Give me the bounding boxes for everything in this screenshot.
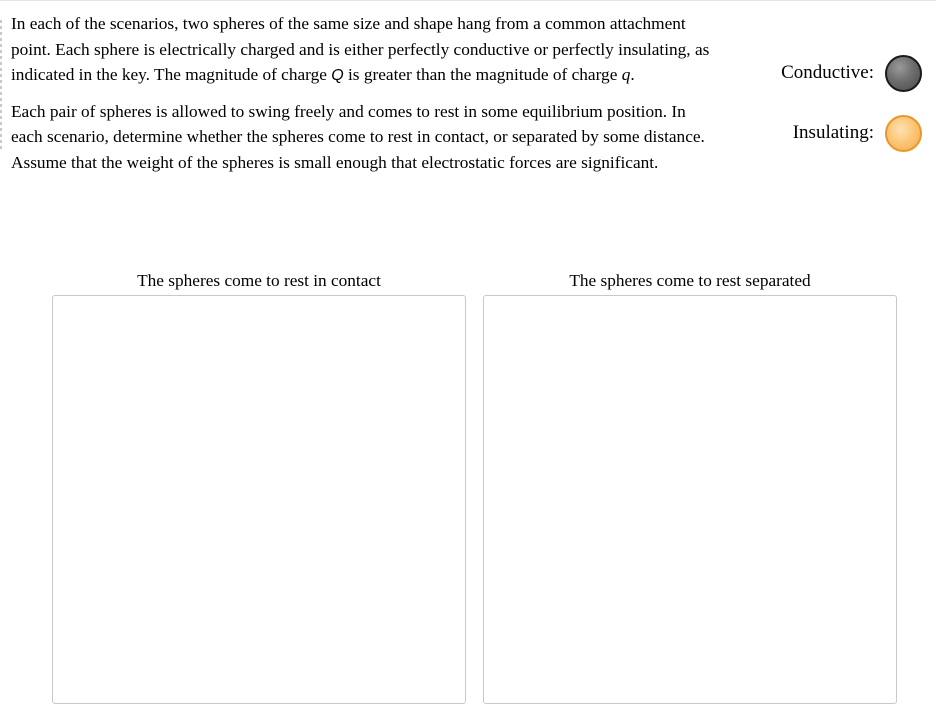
text-segment: is greater than the magnitude of charge (343, 65, 622, 84)
conductive-sphere-icon (885, 55, 922, 92)
separated-bin-title: The spheres come to rest separated (569, 271, 811, 290)
top-divider (0, 0, 936, 1)
conductive-label: Conductive: (781, 62, 874, 83)
separated-bin (483, 270, 897, 704)
instructions-line (11, 62, 751, 89)
contact-bin (52, 270, 466, 704)
contact-bin-title: The spheres come to rest in contact (137, 271, 381, 290)
charge-q-symbol: q (621, 65, 631, 84)
instructions-line: point. Each sphere is electrically charged and is either perfectly conductive or perfectly insulating, as (11, 39, 710, 59)
key-row-insulating (781, 112, 922, 154)
instructions-line: In each of the scenarios, two spheres of the same size and shape hang from a common attachment (11, 14, 686, 33)
key-row-conductive (781, 52, 922, 94)
sphere-key (781, 52, 922, 172)
instructions-line: Each pair of spheres is allowed to swing freely and comes to rest in some equilibrium position. In (11, 101, 686, 121)
instructions-paragraph-2 (11, 99, 751, 176)
contact-drop-zone[interactable] (52, 295, 466, 704)
left-edge-marker (0, 20, 2, 150)
insulating-label: Insulating: (792, 122, 874, 143)
text-segment: . (630, 65, 635, 84)
charge-Q-symbol: Q (331, 67, 344, 84)
text-segment: indicated in the key. The magnitude of charge (11, 65, 332, 84)
instructions-line: each scenario, determine whether the spheres come to rest in contact, or separated by some distance. (11, 127, 705, 146)
instructions-line: Assume that the weight of the spheres is small enough that electrostatic forces are significant. (11, 152, 659, 172)
instructions (11, 11, 751, 185)
separated-drop-zone[interactable] (483, 295, 897, 704)
instructions-paragraph-1 (11, 11, 751, 89)
insulating-sphere-icon (885, 115, 922, 152)
